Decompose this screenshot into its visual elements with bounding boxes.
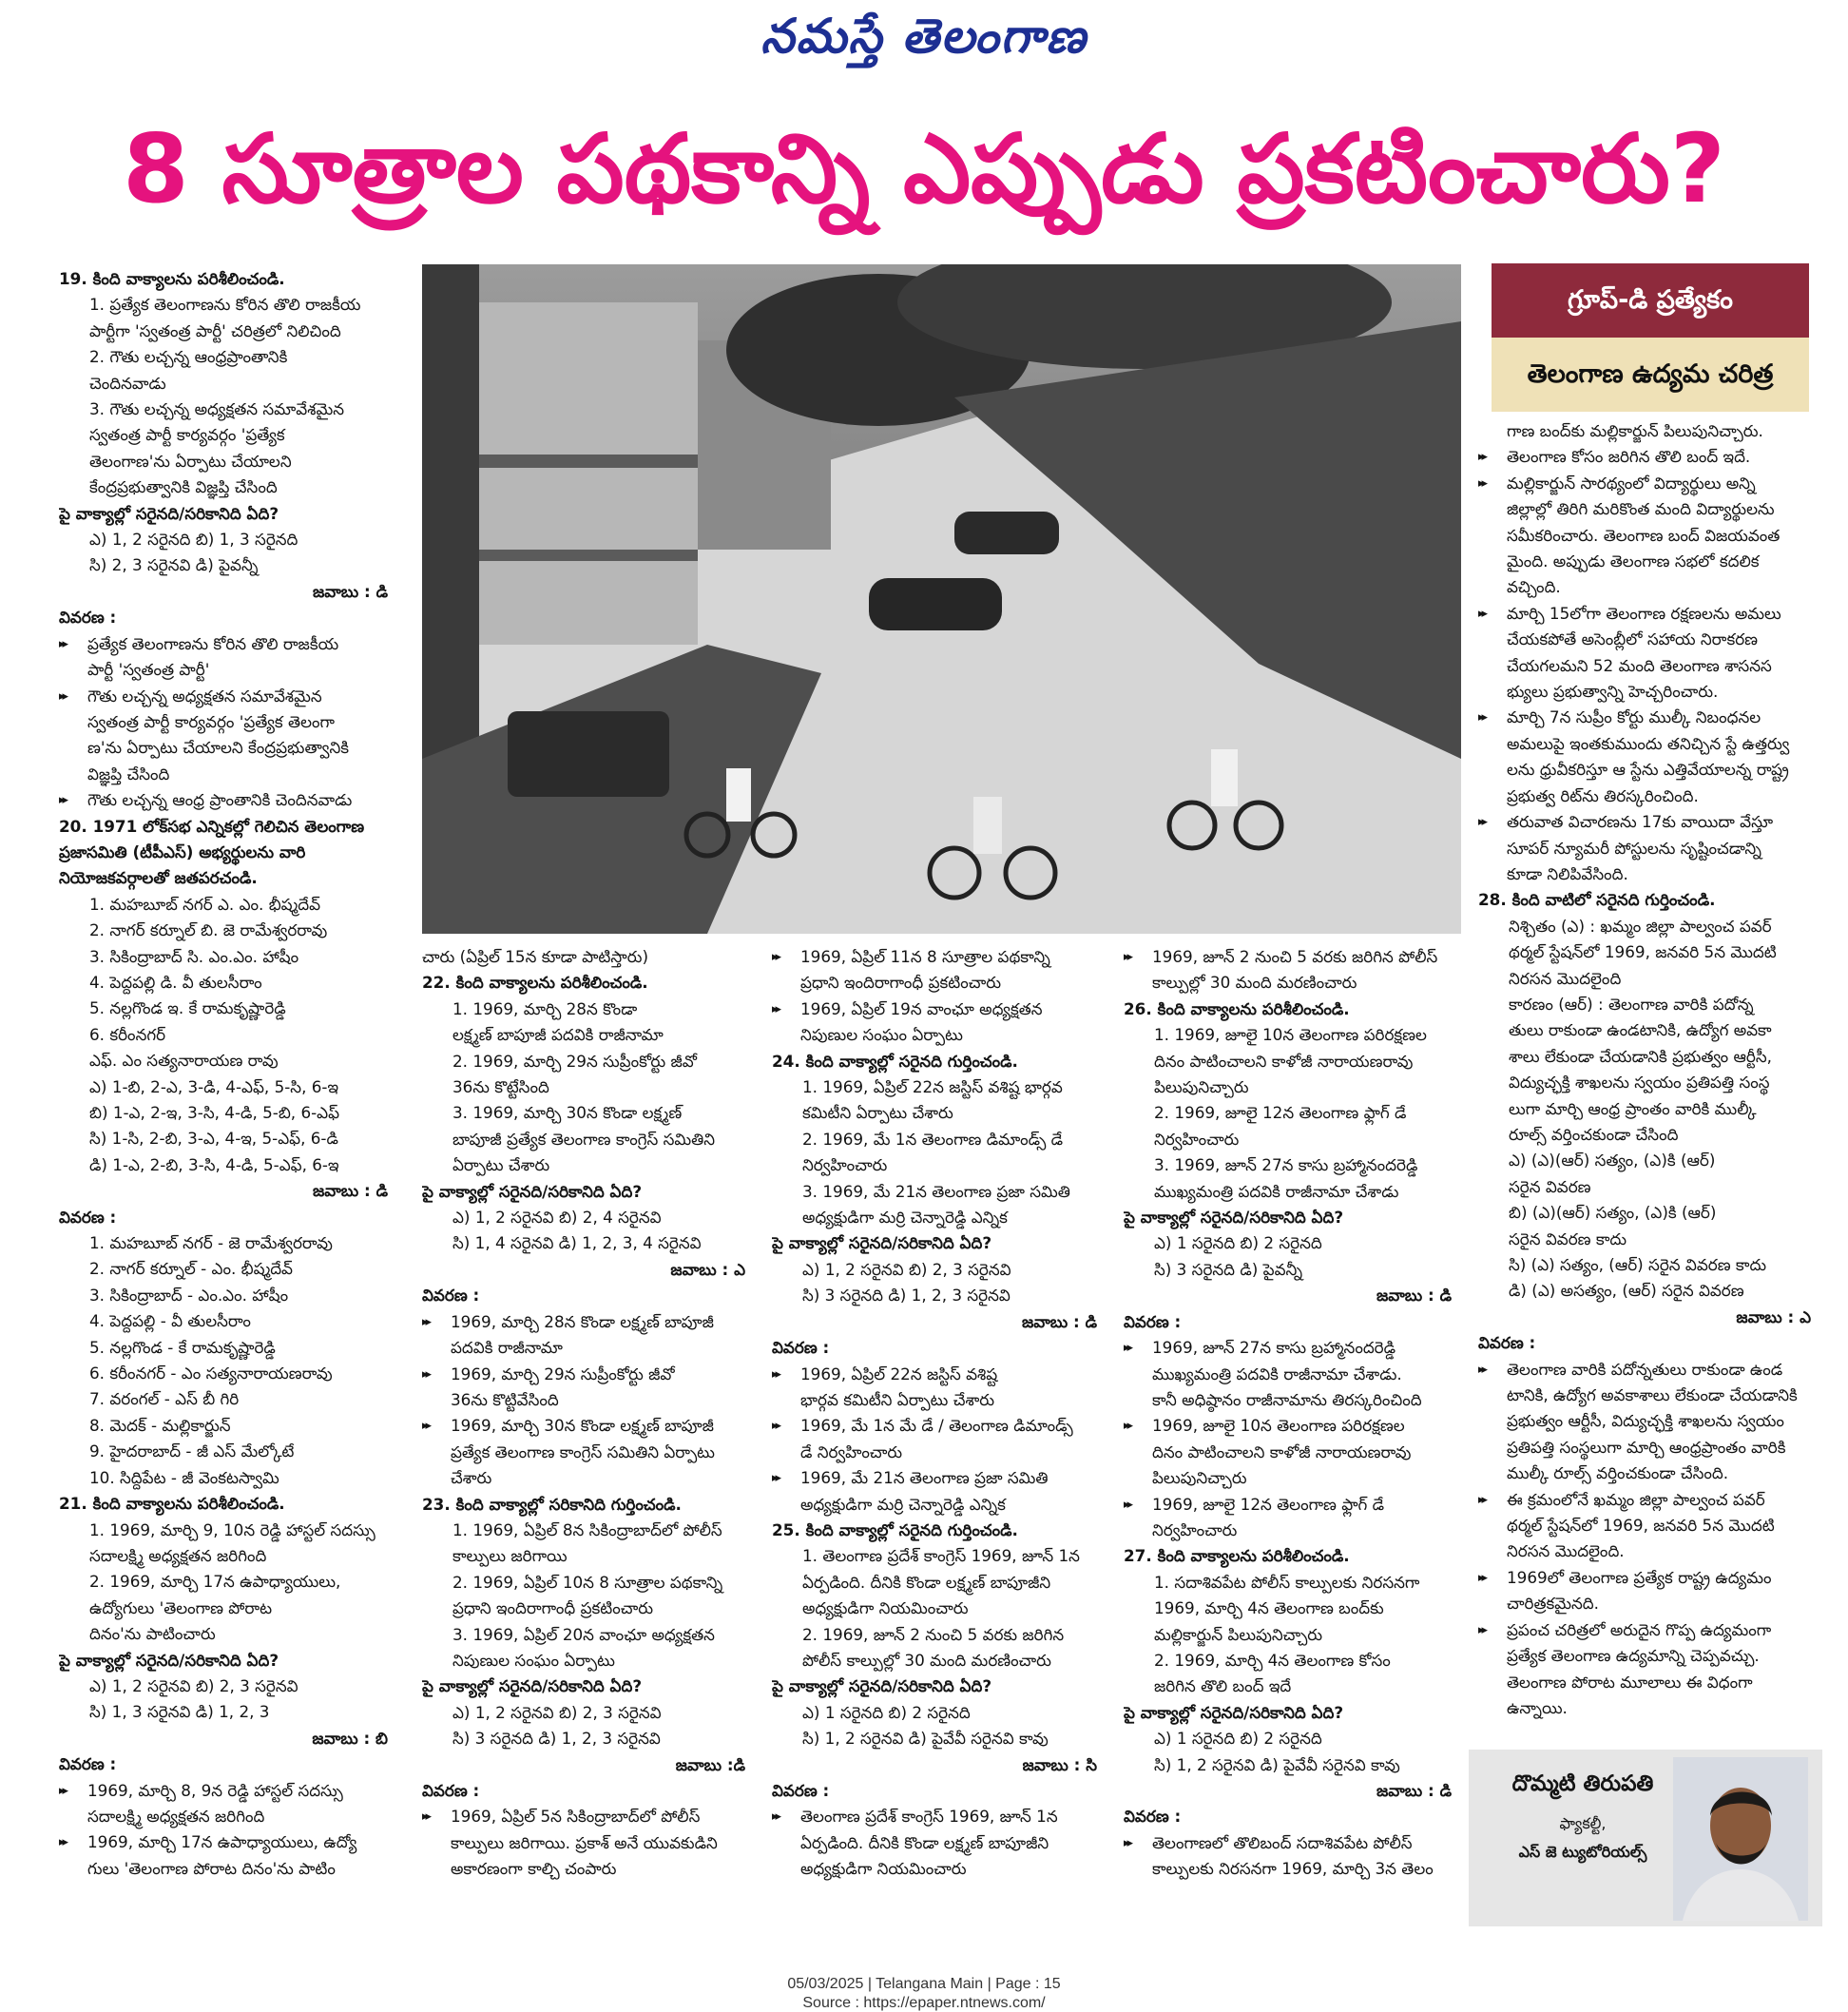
text-line: భార్గవ కమిటీని ఏర్పాటు చేశారు: [800, 1389, 995, 1409]
explanation-bullet: ▸▸ 1969, మే 1న మే డే / తెలంగాణ డిమాండ్స్: [772, 1413, 1107, 1439]
text-line: నిర్వహించారు: [802, 1155, 888, 1175]
explanation-bullet: ▸▸ 1969, మార్చి 30న కొండా లక్ష్మణ్ బాపూజీ: [422, 1413, 755, 1439]
article-column-2: [422, 944, 755, 1886]
answer-line: జవాబు : బి: [312, 1728, 388, 1748]
text-line: ఎ) 1 సరైనది బి) 2 సరైనది: [1154, 1729, 1322, 1749]
author-portrait-image: [1673, 1757, 1808, 1921]
text-line: అధ్యక్షుడిగా నియమించారు: [800, 1859, 967, 1879]
explanation-bullet: ▸▸ 1969, ఏప్రిల్ 22న జస్టిస్ వశిష్ట: [772, 1362, 1107, 1387]
explanation-bullet: ▸▸ 1969, ఏప్రిల్ 11న 8 సూత్రాల పథకాన్ని: [772, 944, 1107, 970]
explanation-bullet: ▸▸ తెలంగాణ వారికి పదోన్నతులు రాకుండా ఉండ: [1478, 1357, 1820, 1383]
question-heading: 26. కింది వాక్యాలను పరిశీలించండి.: [1124, 998, 1350, 1018]
text-line: ప్రత్యేక తెలంగాణ ఉద్యమాన్ని చెప్పవచ్చు.: [1507, 1646, 1760, 1666]
text-line: 3. 1969, జూన్ 27న కాసు బ్రహ్మానందరెడ్డి: [1154, 1155, 1418, 1175]
text-line: కూడా నిలిపివేసింది.: [1507, 863, 1628, 883]
text-line: పిలుపునిచ్చారు: [1154, 1077, 1249, 1097]
text-line: ణ'ను ఏర్పాటు చేయాలని కేంద్రప్రభుత్వానికి: [87, 738, 350, 758]
answer-line: జవాబు : డి: [1376, 1286, 1452, 1306]
text-line: థర్మల్ స్టేషన్‌లో 1969, జనవరి 5న మొదటి: [1507, 1516, 1775, 1536]
text-line: కానీ అధిష్ఠానం రాజీనామాను తిరస్కరించింది: [1152, 1389, 1422, 1409]
explanation-bullet: ▸▸ 1969, ఏప్రిల్ 5న సికింద్రాబాద్‌లో పోలీస్: [422, 1804, 755, 1829]
subheading: వివరణ :: [772, 1338, 830, 1358]
footer-date-page: 05/03/2025 | Telangana Main | Page : 15: [787, 1976, 1061, 1992]
text-line: రూల్స్ వర్తించకుండా చేసింది: [1509, 1124, 1679, 1144]
text-line: నిపుణుల సంఘం ఏర్పాటు: [452, 1650, 615, 1670]
text-line: 1. 1969, మార్చి 28న కొండా: [452, 998, 638, 1018]
text-line: సి) (ఎ) సత్యం, (ఆర్) సరైన వివరణ కాదు: [1509, 1255, 1767, 1274]
street-crowd-image: [422, 264, 1461, 934]
subheading: వివరణ :: [59, 608, 117, 628]
text-line: ఏర్పడింది. దీనికి కొండా లక్ష్మణ్ బాపూజీని: [802, 1572, 1051, 1592]
question-heading: 23. కింది వాక్యాల్లో సరికానిది గుర్తించండి.: [422, 1494, 682, 1514]
text-line: సి) 1, 3 సరైనవి డి) 1, 2, 3: [89, 1702, 270, 1722]
text-line: జరిగిన తొలి బంద్ ఇదే: [1154, 1676, 1292, 1696]
text-line: 4. పెద్దపల్లి - వీ తులసీరాం: [89, 1311, 251, 1331]
text-line: వచ్చింది.: [1507, 577, 1561, 597]
text-line: ఏర్పడింది. దీనికి కొండా లక్ష్మణ్ బాపూజీని: [800, 1832, 1049, 1852]
text-line: 3. 1969, మే 21న తెలంగాణ ప్రజా సమితి: [802, 1181, 1070, 1201]
text-line: చారిత్రకమైనది.: [1507, 1594, 1599, 1614]
text-line: సి) 1, 2 సరైనవి డి) పైవేవీ సరైనవి కావు: [1154, 1754, 1400, 1774]
article-column-4: [1124, 944, 1461, 1886]
text-line: సదాలక్ష్మి అధ్యక్షతన జరిగింది: [89, 1545, 267, 1565]
text-line: నిపుణుల సంఘం ఏర్పాటు: [800, 1025, 963, 1045]
answer-line: జవాబు : డి: [1021, 1311, 1097, 1331]
text-line: ఉద్యోగులు 'తెలంగాణ పోరాట: [89, 1597, 273, 1617]
text-line: 36ను కొట్టివేసింది: [451, 1389, 559, 1409]
text-line: సి) 3 సరైనది డి) 1, 2, 3 సరైనవి: [802, 1286, 1011, 1306]
text-line: పదవికి రాజీనామా: [451, 1338, 563, 1358]
text-line: కాల్పులు జరిగాయి. ప్రకాశ్ అనే యువకుడిని: [451, 1832, 718, 1852]
text-line: ప్రధాని ఇందిరాగాంధీ ప్రకటించారు: [452, 1598, 654, 1618]
subheading: వివరణ :: [59, 1207, 117, 1227]
text-line: 2. 1969, మార్చి 4న తెలంగాణ కోసం: [1154, 1650, 1391, 1670]
footer-source-link[interactable]: Source : https://epaper.ntnews.com/: [802, 1995, 1046, 2011]
answer-line: జవాబు : డి: [312, 1181, 388, 1201]
text-line: డి) (ఎ) అసత్యం, (ఆర్) సరైన వివరణ: [1509, 1281, 1744, 1301]
text-line: ఎ) 1, 2 సరైనవి బి) 2, 3 సరైనవి: [89, 1675, 298, 1695]
text-line: డి) 1-ఎ, 2-బి, 3-సి, 4-డి, 5-ఎఫ్, 6-ఇ: [89, 1154, 339, 1174]
text-line: పార్టీగా 'స్వతంత్ర పార్టీ' చరిత్రలో నిలిచింది: [89, 320, 341, 340]
explanation-bullet: ▸▸ 1969లో తెలంగాణ ప్రత్యేక రాష్ట్ర ఉద్యమం: [1478, 1565, 1820, 1591]
text-line: థర్మల్ స్టేషన్‌లో 1969, జనవరి 5న మొదటి: [1509, 942, 1777, 962]
text-line: 1. తెలంగాణ ప్రదేశ్ కాంగ్రెస్ 1969, జూన్ 1న: [802, 1546, 1080, 1566]
text-line: కేంద్రప్రభుత్వానికి విజ్ఞప్తి చేసింది: [89, 477, 278, 497]
subheading: వివరణ :: [59, 1754, 117, 1774]
text-line: 1. 1969, జూలై 10న తెలంగాణ పరిరక్షణల: [1154, 1025, 1427, 1045]
text-line: ఎ) (ఎ)(ఆర్) సత్యం, (ఎ)కి (ఆర్): [1509, 1151, 1716, 1170]
text-line: 6. కరీంనగర్: [89, 1024, 166, 1044]
text-line: విద్యుచ్ఛక్తి శాఖలను స్వయం ప్రతిపత్తి సంస్థ: [1509, 1073, 1770, 1093]
explanation-bullet: ▸▸ ప్రపంచ చరిత్రలో అరుదైన గొప్ప ఉద్యమంగా: [1478, 1617, 1820, 1643]
text-line: 5. నల్లగొండ - కే రామకృష్ణారెడ్డి: [89, 1337, 276, 1357]
author-organization: ఎస్ జె ట్యుటోరియల్స్: [1518, 1843, 1647, 1861]
text-line: 3. గౌతు లచ్చన్న అధ్యక్షతన సమావేశమైన: [89, 399, 344, 419]
text-line: ఏర్పాటు చేశారు: [452, 1155, 550, 1175]
explanation-bullet: ▸▸ గౌతు లచ్చన్న అధ్యక్షతన సమావేశమైన: [59, 684, 397, 709]
text-line: సి) 3 సరైనది డి) పైవన్నీ: [1154, 1259, 1303, 1279]
text-line: చేయకపోతే అసెంబ్లీలో సహాయ నిరాకరణ: [1507, 629, 1759, 649]
text-line: 2. 1969, ఏప్రిల్ 10న 8 సూత్రాల పథకాన్ని: [452, 1572, 723, 1592]
explanation-bullet: ▸▸ ప్రత్యేక తెలంగాణను కోరిన తొలి రాజకీయ: [59, 631, 397, 657]
subheading: వివరణ :: [772, 1781, 830, 1800]
text-line: 6. కరీంనగర్ - ఎం సత్యనారాయణరావు: [89, 1364, 333, 1383]
text-line: స్వతంత్ర పార్టీ కార్యవర్గం 'ప్రత్యేక: [89, 425, 285, 445]
text-line: సి) 1, 4 సరైనవి డి) 1, 2, 3, 4 సరైనవి: [452, 1233, 702, 1253]
author-photo: [1673, 1757, 1808, 1921]
explanation-bullet: ▸▸ మార్చి 7న సుప్రీం కోర్టు ముల్కీ నిబంధనల: [1478, 705, 1820, 730]
answer-line: జవాబు : సి: [1022, 1754, 1097, 1774]
text-line: ఎ) 1, 2 సరైనవి బి) 2, 3 సరైనవి: [802, 1259, 1011, 1279]
subheading: పై వాక్యాల్లో సరైనది/సరికానిది ఏది?: [772, 1676, 992, 1696]
subheading: పై వాక్యాల్లో సరైనది/సరికానిది ఏది?: [1124, 1208, 1344, 1228]
newspaper-masthead: నమస్తే తెలంగాణ: [760, 8, 1088, 64]
text-line: లక్ష్మణ్ బాపూజీ పదవికి రాజీనామా: [452, 1025, 664, 1045]
subheading: పై వాక్యాల్లో సరైనది/సరికానిది ఏది?: [422, 1181, 643, 1201]
question-heading: 24. కింది వాక్యాల్లో సరైనది గుర్తించండి.: [772, 1051, 1018, 1071]
text-line: గాణ బంద్‌కు మల్లికార్జున్ పిలుపునిచ్చారు.: [1507, 421, 1763, 440]
text-line: 2. నాగర్ కర్నూల్ బి. జె రామేశ్వరరావు: [89, 920, 328, 940]
text-line: టానికి, ఉద్యోగ అవకాశాలు లేకుండా చేయడానికి: [1507, 1385, 1798, 1405]
text-line: 1. మహబూబ్ నగర్ - జె రామేశ్వరరావు: [89, 1233, 333, 1253]
explanation-bullet: ▸▸ 1969, మార్చి 17న ఉపాధ్యాయులు, ఉద్యో: [59, 1829, 397, 1855]
text-line: 9. హైదరాబాద్ - జీ ఎస్ మేల్కోటే: [89, 1441, 295, 1461]
text-line: జిల్లాల్లో తిరిగి మరికొంత మంది విద్యార్థులను: [1507, 499, 1775, 519]
text-line: ఎఫ్. ఎం సత్యనారాయణ రావు: [89, 1051, 279, 1071]
subheading: వివరణ :: [422, 1286, 480, 1306]
text-line: మల్లికార్జున్ పిలుపునిచ్చారు: [1154, 1624, 1323, 1644]
text-line: 3. సికింద్రాబాద్ - ఎం.ఎం. హాషీం: [89, 1285, 289, 1305]
text-line: 2. 1969, మార్చి 29న సుప్రీంకోర్టు జీవో: [452, 1051, 698, 1071]
text-line: సూపర్ న్యూమరీ పోస్టులను సృష్టించడాన్ని: [1507, 838, 1761, 858]
subheading: వివరణ :: [1478, 1333, 1536, 1353]
question-heading: నియోజకవర్గాలతో జతపరచండి.: [59, 868, 258, 888]
text-line: 2. 1969, మే 1న తెలంగాణ డిమాండ్స్ డే: [802, 1129, 1064, 1149]
text-line: 1969, మార్చి 4న తెలంగాణ బంద్‌కు: [1154, 1598, 1384, 1618]
text-line: 5. నల్లగొండ ఇ. కే రామకృష్ణారెడ్డి: [89, 998, 286, 1018]
text-line: భ్యులు ప్రభుత్వాన్ని హెచ్చరించారు.: [1507, 682, 1719, 702]
question-heading: 28. కింది వాటిలో సరైనది గుర్తించండి.: [1478, 890, 1716, 910]
text-line: సి) 1-సి, 2-బి, 3-ఎ, 4-ఇ, 5-ఎఫ్, 6-డి: [89, 1129, 338, 1149]
text-line: అధ్యక్షుడిగా మర్రి చెన్నారెడ్డి ఎన్నిక: [802, 1208, 1008, 1228]
text-line: తెలంగాణ పోరాట మూలాలు ఈ విధంగా: [1507, 1672, 1753, 1692]
text-line: సరైన వివరణ కాదు: [1509, 1228, 1627, 1248]
article-column-3: [772, 944, 1107, 1886]
subheading: పై వాక్యాల్లో సరైనది/సరికానిది ఏది?: [772, 1233, 992, 1253]
text-line: సి) 2, 3 సరైనవి డి) పైవన్నీ: [89, 555, 259, 575]
explanation-bullet: ▸▸ 1969, జూన్ 27న కాసు బ్రహ్మానందరెడ్డి: [1124, 1335, 1461, 1361]
text-line: విజ్ఞప్తి చేసింది: [87, 764, 170, 784]
text-line: ప్రత్యేక తెలంగాణ కాంగ్రెస్ సమితిని ఏర్పాటు: [451, 1441, 715, 1461]
explanation-bullet: ▸▸ 1969, మార్చి 8, 9న రెడ్డి హాస్టల్ సదస్సు: [59, 1778, 397, 1804]
text-line: బాపూజీ ప్రత్యేక తెలంగాణ కాంగ్రెస్ సమితిని: [452, 1129, 716, 1149]
text-line: స్వతంత్ర పార్టీ కార్యవర్గం 'ప్రత్యేక తెలంగా: [87, 711, 335, 731]
subheading: పై వాక్యాల్లో సరైనది/సరికానిది ఏది?: [1124, 1702, 1344, 1722]
question-heading: 27. కింది వాక్యాలను పరిశీలించండి.: [1124, 1546, 1350, 1566]
question-heading: 19. కింది వాక్యాలను పరిశీలించండి.: [59, 269, 285, 288]
author-role: ఫ్యాకల్టీ,: [1559, 1814, 1607, 1832]
text-line: పోలీస్ కాల్పుల్లో 30 మంది మరణించారు: [802, 1650, 1051, 1670]
text-line: ఎ) 1-బి, 2-ఎ, 3-డి, 4-ఎఫ్, 5-సి, 6-ఇ: [89, 1076, 339, 1096]
text-line: 36ను కొట్టేసింది: [452, 1077, 549, 1097]
text-line: చెందినవాడు: [89, 373, 166, 393]
text-line: దినం'ను పాటించారు: [89, 1624, 216, 1644]
text-line: అకారణంగా కాల్చి చంపారు: [451, 1859, 617, 1879]
text-line: చారు (ఏప్రిల్ 15న కూడా పాటిస్తారు): [422, 947, 648, 966]
text-line: శాలు లేకుండా చేయడానికి ప్రభుత్వం ఆర్టీసీ,: [1509, 1046, 1772, 1066]
question-heading: 25. కింది వాక్యాల్లో సరైనది గుర్తించండి.: [772, 1519, 1018, 1539]
text-line: ముఖ్యమంత్రి పదవికి రాజీనామా చేశాడు.: [1152, 1364, 1402, 1383]
explanation-bullet: ▸▸ మల్లికార్జున్ సారథ్యంలో విద్యార్థులు అన్ని: [1478, 471, 1820, 496]
text-line: లను ధ్రువీకరిస్తూ ఆ స్టేను ఎత్తివేయాలన్న రాష్ట్ర: [1507, 760, 1789, 780]
explanation-bullet: ▸▸ 1969, మే 21న తెలంగాణ ప్రజా సమితి: [772, 1465, 1107, 1491]
text-line: గులు 'తెలంగాణ పోరాట దినం'ను పాటిం: [87, 1858, 336, 1878]
explanation-bullet: ▸▸ 1969, జూలై 12న తెలంగాణ ఫ్లాగ్ డే: [1124, 1492, 1461, 1518]
text-line: 2. గౌతు లచ్చన్న ఆంధ్రప్రాంతానికి: [89, 347, 288, 367]
explanation-bullet: ▸▸ తెలంగాణ కోసం జరిగిన తొలి బంద్ ఇదే.: [1478, 444, 1820, 470]
text-line: ప్రభుత్వ రిట్‌ను తిరస్కరించింది.: [1507, 785, 1699, 805]
text-line: తులు రాకుండా ఉండటానికి, ఉద్యోగ అవకా: [1509, 1020, 1772, 1040]
text-line: సి) 1, 2 సరైనవి డి) పైవేవీ సరైనవి కావు: [802, 1729, 1049, 1749]
text-line: దినం పాటించాలని కాళోజీ నారాయణరావు: [1154, 1051, 1414, 1071]
text-line: ఎ) 1 సరైనది బి) 2 సరైనది: [1154, 1233, 1322, 1253]
text-line: పార్టీ 'స్వతంత్ర పార్టీ': [87, 660, 210, 680]
text-line: ప్రతిపత్తి సంస్థలుగా మార్చి ఆంధ్రప్రాంతం వారికి: [1507, 1437, 1786, 1457]
subheading: పై వాక్యాల్లో సరైనది/సరికానిది ఏది?: [59, 1650, 279, 1670]
explanation-bullet: ▸▸ 1969, మార్చి 29న సుప్రీంకోర్టు జీవో: [422, 1362, 755, 1387]
text-line: కారణం (ఆర్) : తెలంగాణ వారికి పదోన్న: [1509, 994, 1754, 1014]
text-line: నిర్వహించారు: [1154, 1129, 1240, 1149]
text-line: కాల్పుల్లో 30 మంది మరణించారు: [1152, 973, 1357, 993]
subheading: వివరణ :: [1124, 1807, 1182, 1827]
text-line: ప్రభుత్వం ఆర్టీసీ, విద్యుచ్ఛక్తి శాఖలను స్వయం: [1507, 1411, 1784, 1431]
text-line: 3. 1969, ఏప్రిల్ 20న వాంఛూ అధ్యక్షతన: [452, 1624, 715, 1644]
subheading: వివరణ :: [422, 1781, 480, 1800]
explanation-bullet: ▸▸ తరువాత విచారణను 17కు వాయిదా వేస్తూ: [1478, 809, 1820, 835]
text-line: పిలుపునిచ్చారు: [1152, 1468, 1247, 1488]
text-line: అధ్యక్షుడిగా నియమించారు: [802, 1598, 969, 1618]
subheading: వివరణ :: [1124, 1311, 1182, 1331]
text-line: సదాలక్ష్మి అధ్యక్షతన జరిగింది: [87, 1806, 265, 1826]
text-line: లుగా మార్చి ఆంధ్ర ప్రాంతం వారికి ముల్కీ: [1509, 1098, 1757, 1118]
text-line: ఎ) 1, 2 సరైనది బి) 1, 3 సరైనది: [89, 530, 298, 550]
text-line: ఉన్నాయి.: [1507, 1697, 1568, 1717]
explanation-bullet: ▸▸ 1969, ఏప్రిల్ 19న వాంఛూ అధ్యక్షతన: [772, 996, 1107, 1022]
text-line: ముఖ్యమంత్రి పదవికి రాజీనామా చేశాడు: [1154, 1181, 1399, 1201]
text-line: మైంది. అప్పుడు తెలంగాణ సభలో కదలిక: [1507, 551, 1760, 571]
text-line: అమలుపై ఇంతకుముందు తనిచ్చిన స్టే ఉత్తర్వు: [1507, 733, 1790, 753]
text-line: బి) (ఎ)(ఆర్) సత్యం, (ఎ)కి (ఆర్): [1509, 1203, 1717, 1223]
text-line: నిశ్చితం (ఎ) : ఖమ్మం జిల్లా పాల్వంచ పవర్: [1509, 916, 1772, 936]
text-line: 1. సదాశివపేట పోలీస్ కాల్పులకు నిరసనగా: [1154, 1572, 1420, 1592]
historical-street-photo: [422, 264, 1461, 934]
page-headline: 8 సూత్రాల పథకాన్ని ఎప్పుడు ప్రకటించారు?: [123, 113, 1725, 224]
text-line: చేశారు: [451, 1468, 492, 1488]
question-heading: ప్రజాసమితి (టీపీఎస్) అభ్యర్థులను వారి: [59, 842, 306, 861]
text-line: డే నిర్వహించారు: [800, 1441, 903, 1461]
text-line: తెలంగాణ'ను ఏర్పాటు చేయాలని: [89, 451, 292, 471]
answer-line: జవాబు :డి: [675, 1754, 745, 1774]
text-line: కాల్పులకు నిరసనగా 1969, మార్చి 3న తెలం: [1152, 1859, 1434, 1879]
text-line: చేయగలమని 52 మంది తెలంగాణ శాసనస: [1507, 655, 1772, 675]
text-line: 3. 1969, మార్చి 30న కొండా లక్ష్మణ్: [452, 1103, 683, 1123]
article-column-1: [59, 266, 397, 1887]
text-line: 3. సికింద్రాబాద్ సి. ఎం.ఎం. హాషీం: [89, 946, 299, 966]
question-heading: 22. కింది వాక్యాలను పరిశీలించండి.: [422, 973, 648, 993]
subheading: పై వాక్యాల్లో సరైనది/సరికానిది ఏది?: [59, 503, 279, 523]
explanation-bullet: ▸▸ 1969, జూలై 10న తెలంగాణ పరిరక్షణల: [1124, 1413, 1461, 1439]
text-line: 1. 1969, ఏప్రిల్ 8న సికింద్రాబాద్‌లో పోలీస్: [452, 1519, 722, 1539]
text-line: 1. 1969, ఏప్రిల్ 22న జస్టిస్ వశిష్ట భార్గవ: [802, 1077, 1063, 1097]
text-line: 4. పెద్దపల్లి డి. వీ తులసీరాం: [89, 972, 262, 992]
explanation-bullet: ▸▸ గౌతు లచ్చన్న ఆంధ్ర ప్రాంతానికి చెందినవాడు: [59, 787, 397, 813]
text-line: ఎ) 1 సరైనది బి) 2 సరైనది: [802, 1702, 971, 1722]
text-line: 2. 1969, జూలై 12న తెలంగాణ ఫ్లాగ్ డే: [1154, 1103, 1407, 1123]
explanation-bullet: ▸▸ తెలంగాణలో తొలిబంద్ సదాశివపేట పోలీస్: [1124, 1830, 1461, 1856]
text-line: ప్రధాని ఇందిరాగాంధీ ప్రకటించారు: [800, 973, 1002, 993]
question-heading: 21. కింది వాక్యాలను పరిశీలించండి.: [59, 1494, 285, 1514]
text-line: 2. 1969, మార్చి 17న ఉపాధ్యాయులు,: [89, 1572, 341, 1592]
text-line: సి) 3 సరైనది డి) 1, 2, 3 సరైనవి: [452, 1729, 661, 1749]
answer-line: జవాబు : డి: [312, 581, 388, 601]
explanation-bullet: ▸▸ 1969, మార్చి 28న కొండా లక్ష్మణ్ బాపూజీ: [422, 1309, 755, 1335]
text-line: బి) 1-ఎ, 2-ఇ, 3-సి, 4-డి, 5-బి, 6-ఎఫ్: [89, 1103, 340, 1122]
text-line: ముల్కీ రూల్స్ వర్తించకుండా చేసింది.: [1507, 1463, 1729, 1483]
text-line: ఎ) 1, 2 సరైనవి బి) 2, 3 సరైనవి: [452, 1702, 662, 1722]
article-column-5: [1478, 418, 1820, 1750]
section-subject-label: తెలంగాణ ఉద్యమ చరిత్ర: [1492, 338, 1809, 412]
answer-line: జవాబు : డి: [1376, 1781, 1452, 1800]
explanation-bullet: ▸▸ ఈ క్రమంలోనే ఖమ్మం జిల్లా పాల్వంచ పవర్: [1478, 1487, 1820, 1513]
author-name: దొమ్మటి తిరుపతి: [1511, 1771, 1654, 1796]
section-label-group-d-special: గ్రూప్-డి ప్రత్యేకం: [1492, 263, 1809, 338]
text-line: 2. 1969, జూన్ 2 నుంచి 5 వరకు జరిగిన: [802, 1624, 1065, 1644]
text-line: కమిటీని ఏర్పాటు చేశారు: [802, 1103, 953, 1123]
text-line: సరైన వివరణ: [1509, 1176, 1591, 1196]
subheading: పై వాక్యాల్లో సరైనది/సరికానిది ఏది?: [422, 1676, 643, 1696]
text-line: 1. 1969, మార్చి 9, 10న రెడ్డి హాస్టల్ సదస్సు: [89, 1519, 375, 1539]
answer-line: జవాబు : ఎ: [1736, 1306, 1811, 1326]
text-line: 1. మహబూబ్ నగర్ ఎ. ఎం. భీష్మదేవ్: [89, 894, 321, 914]
text-line: నిరసన మొదలైంది.: [1507, 1541, 1625, 1561]
text-line: 7. వరంగల్ - ఎస్ బీ గిరి: [89, 1389, 240, 1409]
text-line: 1. ప్రత్యేక తెలంగాణను కోరిన తొలి రాజకీయ: [89, 295, 361, 315]
text-line: 2. నాగర్ కర్నూల్ - ఎం. భీష్మదేవ్: [89, 1259, 293, 1279]
explanation-bullet: ▸▸ తెలంగాణ ప్రదేశ్ కాంగ్రెస్ 1969, జూన్ 1న: [772, 1804, 1107, 1829]
answer-line: జవాబు : ఎ: [670, 1259, 745, 1279]
explanation-bullet: ▸▸ 1969, జూన్ 2 నుంచి 5 వరకు జరిగిన పోలీస్: [1124, 944, 1461, 970]
question-heading: 20. 1971 లోక్‌సభ ఎన్నికల్లో గెలిచిన తెలంగాణ: [59, 816, 365, 836]
text-line: నిరసన మొదలైంది: [1509, 968, 1622, 988]
text-line: అధ్యక్షుడిగా మర్రి చెన్నారెడ్డి ఎన్నిక: [800, 1494, 1006, 1514]
text-line: దినం పాటించాలని కాళోజీ నారాయణరావు: [1152, 1441, 1412, 1461]
text-line: 10. సిద్దిపేట - జీ వెంకటస్వామి: [89, 1467, 279, 1487]
text-line: నిర్వహించారు: [1152, 1519, 1238, 1539]
text-line: 8. మెదక్ - మల్లికార్జున్: [89, 1415, 231, 1435]
text-line: ఎ) 1, 2 సరైనవి బి) 2, 4 సరైనవి: [452, 1208, 662, 1228]
text-line: కాల్పులు జరిగాయి: [452, 1546, 568, 1566]
text-line: సమీకరించారు. తెలంగాణ బంద్ విజయవంత: [1507, 525, 1781, 545]
explanation-bullet: ▸▸ మార్చి 15లోగా తెలంగాణ రక్షణలను అమలు: [1478, 601, 1820, 627]
